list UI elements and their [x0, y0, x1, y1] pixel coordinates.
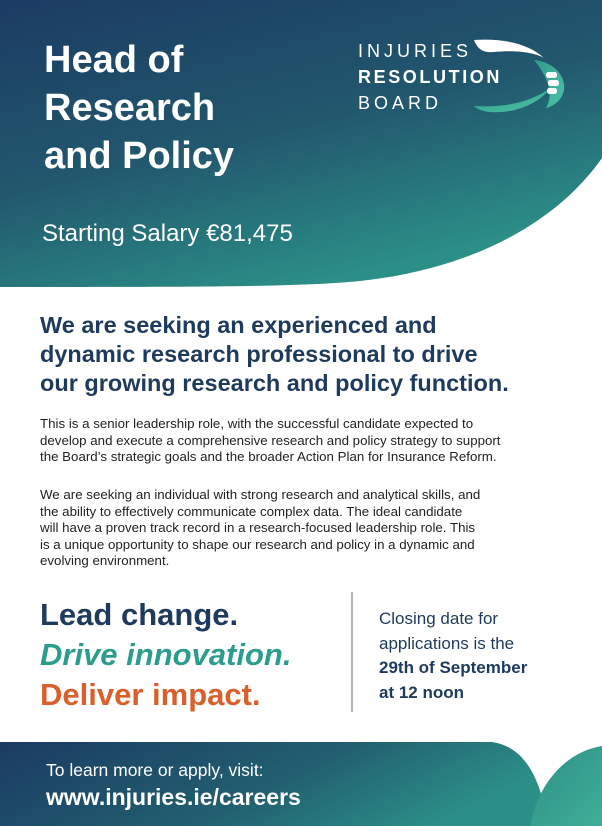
tagline-drive-innovation: Drive innovation. [40, 637, 292, 672]
closing-date: 29th of September [379, 658, 528, 677]
paragraph-line: will have a proven track record in a research-focused leadership role. This [40, 520, 476, 536]
apply-call-to-action: To learn more or apply, visit: [46, 760, 264, 780]
vertical-divider [351, 592, 353, 712]
paragraph-line: is a unique opportunity to shape our research and policy in a dynamic and [40, 536, 475, 552]
closing-line: Closing date for [379, 609, 499, 628]
job-title-line: Head of [44, 39, 184, 81]
injuries-resolution-board-logo [358, 38, 568, 122]
logo-line-resolution: RESOLUTION [358, 67, 503, 87]
job-title-line: Research [44, 87, 216, 129]
headline-line: our growing research and policy function. [40, 370, 509, 396]
logo-line-board: BOARD [358, 93, 443, 113]
candidate-description-paragraph [40, 487, 576, 570]
paragraph-line: This is a senior leadership role, with the successful candidate expected to [40, 416, 474, 431]
handshake-icon [474, 38, 568, 122]
paragraph-line: the Board’s strategic goals and the broader Action Plan for Insurance Reform. [40, 449, 497, 465]
closing-line: applications is the [379, 633, 515, 653]
closing-time: at 12 noon [379, 682, 465, 702]
headline-line: dynamic research professional to drive [40, 341, 478, 367]
job-title-line: and Policy [44, 135, 235, 177]
role-description-paragraph [40, 416, 576, 466]
paragraph-line: evolving environment. [40, 553, 170, 569]
logo-line-injuries: INJURIES [358, 41, 473, 61]
job-title [44, 36, 234, 180]
paragraph-line: We are seeking an individual with strong research and analytical skills, and [40, 487, 481, 502]
starting-salary: Starting Salary €81,475 [42, 220, 293, 247]
paragraph-line: the ability to effectively communicate complex data. The ideal candidate [40, 503, 463, 519]
tagline-deliver-impact: Deliver impact. [40, 677, 261, 712]
careers-link[interactable]: www.injuries.ie/careers [46, 784, 301, 810]
closing-date-info [379, 607, 527, 705]
paragraph-line: develop and execute a comprehensive research and policy strategy to support [40, 432, 501, 448]
headline-line: We are seeking an experienced and [40, 312, 437, 338]
tagline-lead-change: Lead change. [40, 597, 239, 632]
bottom-corner-shape [530, 746, 602, 826]
headline [40, 311, 580, 398]
